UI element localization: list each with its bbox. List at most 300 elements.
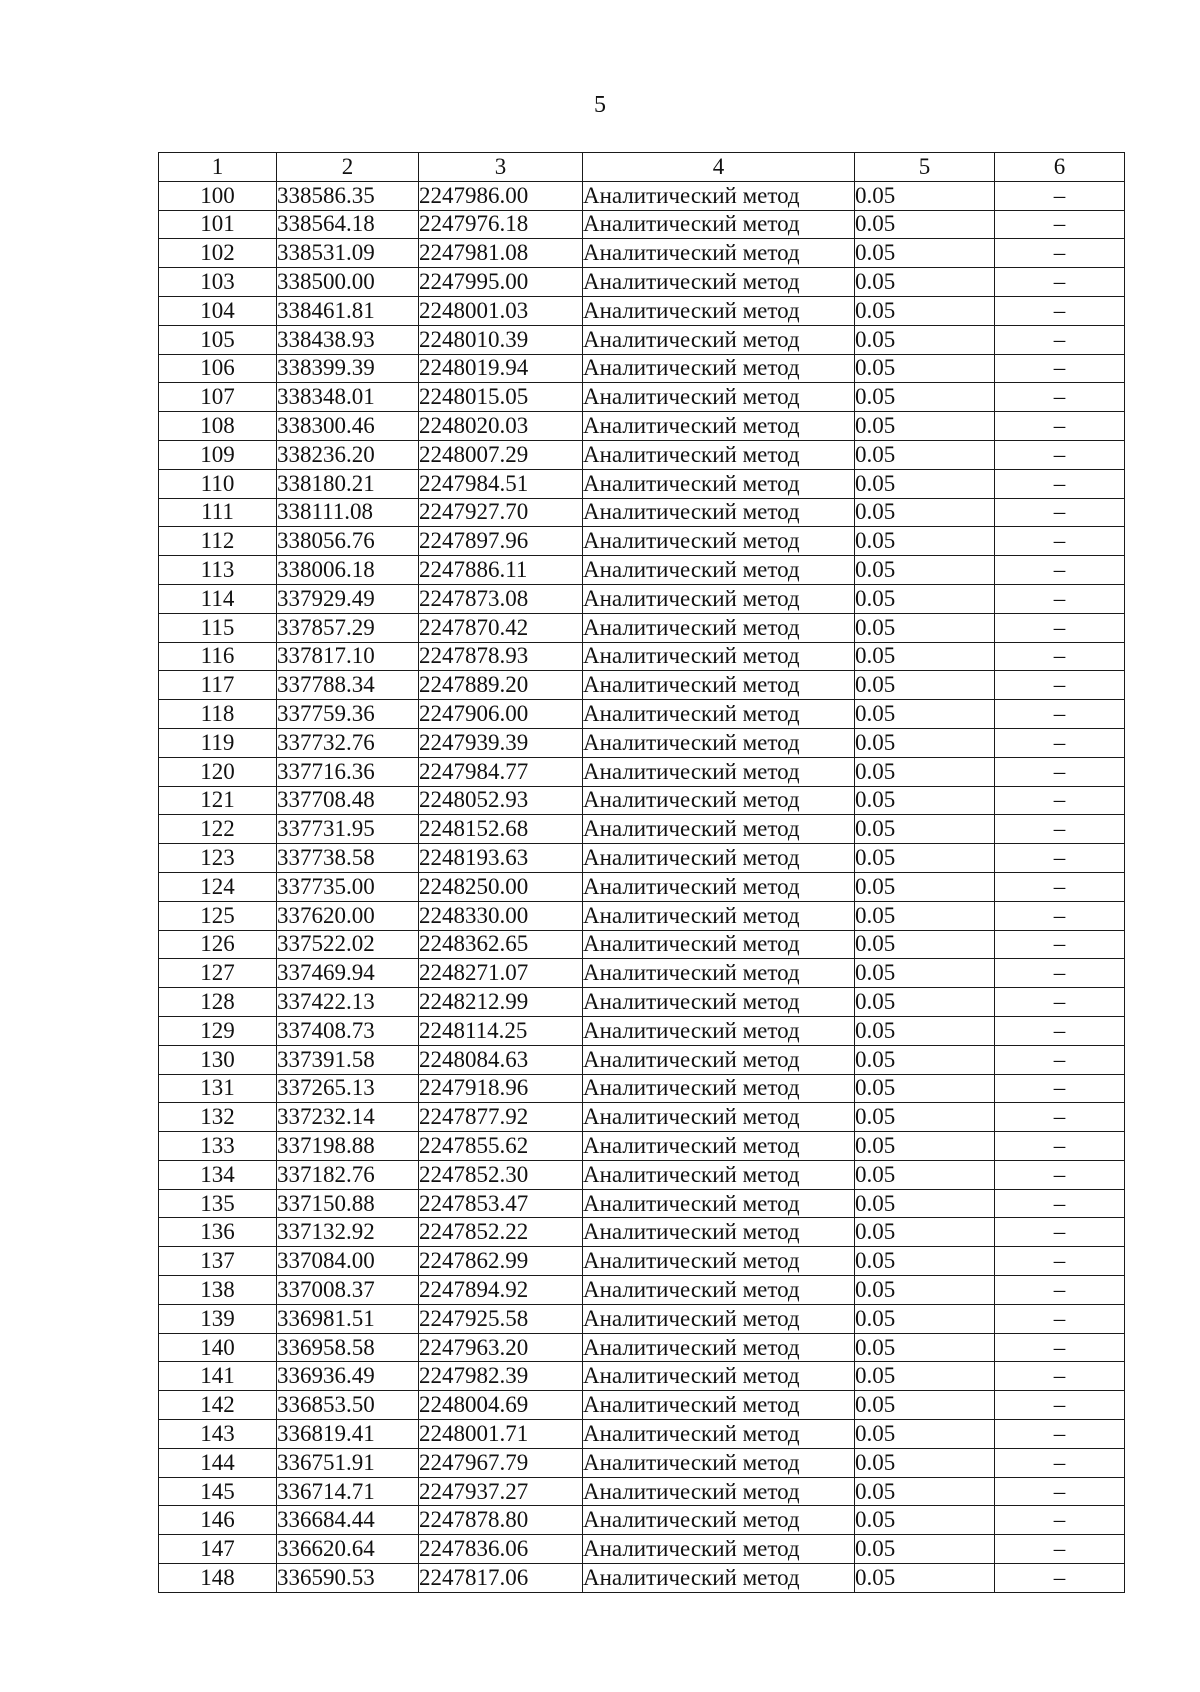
- y-coordinate-cell: 2248019.94: [419, 354, 583, 383]
- method-cell: Аналитический метод: [583, 584, 855, 613]
- y-coordinate-cell: 2247852.30: [419, 1160, 583, 1189]
- accuracy-cell: 0.05: [855, 239, 995, 268]
- point-number-cell: 125: [159, 901, 277, 930]
- accuracy-cell: 0.05: [855, 1333, 995, 1362]
- y-coordinate-cell: 2248114.25: [419, 1016, 583, 1045]
- y-coordinate-cell: 2247877.92: [419, 1103, 583, 1132]
- column-header-4: 4: [583, 153, 855, 182]
- x-coordinate-cell: 338056.76: [277, 527, 419, 556]
- note-cell: –: [995, 872, 1125, 901]
- method-cell: Аналитический метод: [583, 498, 855, 527]
- x-coordinate-cell: 337150.88: [277, 1189, 419, 1218]
- accuracy-cell: 0.05: [855, 383, 995, 412]
- method-cell: Аналитический метод: [583, 1506, 855, 1535]
- accuracy-cell: 0.05: [855, 1218, 995, 1247]
- accuracy-cell: 0.05: [855, 613, 995, 642]
- point-number-cell: 106: [159, 354, 277, 383]
- note-cell: –: [995, 296, 1125, 325]
- x-coordinate-cell: 337708.48: [277, 786, 419, 815]
- table-row: [159, 354, 1125, 383]
- table-row: [159, 1160, 1125, 1189]
- table-row: [159, 1247, 1125, 1276]
- method-cell: Аналитический метод: [583, 412, 855, 441]
- note-cell: –: [995, 1276, 1125, 1305]
- note-cell: –: [995, 1564, 1125, 1593]
- x-coordinate-cell: 337929.49: [277, 584, 419, 613]
- y-coordinate-cell: 2247984.77: [419, 757, 583, 786]
- note-cell: –: [995, 1016, 1125, 1045]
- x-coordinate-cell: 336620.64: [277, 1535, 419, 1564]
- x-coordinate-cell: 337391.58: [277, 1045, 419, 1074]
- method-cell: Аналитический метод: [583, 1420, 855, 1449]
- note-cell: –: [995, 1506, 1125, 1535]
- note-cell: –: [995, 1477, 1125, 1506]
- y-coordinate-cell: 2247855.62: [419, 1132, 583, 1161]
- point-number-cell: 111: [159, 498, 277, 527]
- x-coordinate-cell: 337422.13: [277, 988, 419, 1017]
- table-row: [159, 988, 1125, 1017]
- table-row: [159, 1218, 1125, 1247]
- accuracy-cell: 0.05: [855, 786, 995, 815]
- x-coordinate-cell: 338564.18: [277, 210, 419, 239]
- accuracy-cell: 0.05: [855, 210, 995, 239]
- table-row: [159, 1477, 1125, 1506]
- y-coordinate-cell: 2247853.47: [419, 1189, 583, 1218]
- table-row: [159, 412, 1125, 441]
- y-coordinate-cell: 2248007.29: [419, 440, 583, 469]
- point-number-cell: 147: [159, 1535, 277, 1564]
- method-cell: Аналитический метод: [583, 1535, 855, 1564]
- y-coordinate-cell: 2247918.96: [419, 1074, 583, 1103]
- point-number-cell: 129: [159, 1016, 277, 1045]
- y-coordinate-cell: 2247981.08: [419, 239, 583, 268]
- note-cell: –: [995, 556, 1125, 585]
- table-row: [159, 584, 1125, 613]
- x-coordinate-cell: 337857.29: [277, 613, 419, 642]
- x-coordinate-cell: 337232.14: [277, 1103, 419, 1132]
- note-cell: –: [995, 1391, 1125, 1420]
- method-cell: Аналитический метод: [583, 844, 855, 873]
- point-number-cell: 136: [159, 1218, 277, 1247]
- method-cell: Аналитический метод: [583, 1448, 855, 1477]
- point-number-cell: 101: [159, 210, 277, 239]
- x-coordinate-cell: 336853.50: [277, 1391, 419, 1420]
- method-cell: Аналитический метод: [583, 1247, 855, 1276]
- table-row: [159, 1074, 1125, 1103]
- note-cell: –: [995, 498, 1125, 527]
- note-cell: –: [995, 1247, 1125, 1276]
- table-row: [159, 383, 1125, 412]
- y-coordinate-cell: 2247995.00: [419, 268, 583, 297]
- method-cell: Аналитический метод: [583, 556, 855, 585]
- column-header-5: 5: [855, 153, 995, 182]
- x-coordinate-cell: 336590.53: [277, 1564, 419, 1593]
- x-coordinate-cell: 336958.58: [277, 1333, 419, 1362]
- y-coordinate-cell: 2248015.05: [419, 383, 583, 412]
- table-row: [159, 1535, 1125, 1564]
- table-row: [159, 671, 1125, 700]
- method-cell: Аналитический метод: [583, 1016, 855, 1045]
- accuracy-cell: 0.05: [855, 498, 995, 527]
- accuracy-cell: 0.05: [855, 325, 995, 354]
- table-row: [159, 1391, 1125, 1420]
- method-cell: Аналитический метод: [583, 354, 855, 383]
- note-cell: –: [995, 671, 1125, 700]
- y-coordinate-cell: 2247986.00: [419, 181, 583, 210]
- note-cell: –: [995, 181, 1125, 210]
- point-number-cell: 119: [159, 728, 277, 757]
- x-coordinate-cell: 338236.20: [277, 440, 419, 469]
- accuracy-cell: 0.05: [855, 844, 995, 873]
- y-coordinate-cell: 2247925.58: [419, 1304, 583, 1333]
- table-row: [159, 1420, 1125, 1449]
- x-coordinate-cell: 338006.18: [277, 556, 419, 585]
- y-coordinate-cell: 2247984.51: [419, 469, 583, 498]
- accuracy-cell: 0.05: [855, 440, 995, 469]
- method-cell: Аналитический метод: [583, 1304, 855, 1333]
- point-number-cell: 107: [159, 383, 277, 412]
- note-cell: –: [995, 642, 1125, 671]
- x-coordinate-cell: 337265.13: [277, 1074, 419, 1103]
- accuracy-cell: 0.05: [855, 1103, 995, 1132]
- note-cell: –: [995, 1420, 1125, 1449]
- point-number-cell: 137: [159, 1247, 277, 1276]
- accuracy-cell: 0.05: [855, 1304, 995, 1333]
- table-row: [159, 210, 1125, 239]
- x-coordinate-cell: 337008.37: [277, 1276, 419, 1305]
- note-cell: –: [995, 325, 1125, 354]
- point-number-cell: 102: [159, 239, 277, 268]
- x-coordinate-cell: 338399.39: [277, 354, 419, 383]
- accuracy-cell: 0.05: [855, 815, 995, 844]
- note-cell: –: [995, 210, 1125, 239]
- x-coordinate-cell: 337198.88: [277, 1132, 419, 1161]
- method-cell: Аналитический метод: [583, 440, 855, 469]
- y-coordinate-cell: 2247927.70: [419, 498, 583, 527]
- x-coordinate-cell: 337735.00: [277, 872, 419, 901]
- table-row: [159, 1362, 1125, 1391]
- accuracy-cell: 0.05: [855, 930, 995, 959]
- point-number-cell: 145: [159, 1477, 277, 1506]
- point-number-cell: 135: [159, 1189, 277, 1218]
- method-cell: Аналитический метод: [583, 728, 855, 757]
- y-coordinate-cell: 2247836.06: [419, 1535, 583, 1564]
- accuracy-cell: 0.05: [855, 1016, 995, 1045]
- note-cell: –: [995, 440, 1125, 469]
- table-row: [159, 959, 1125, 988]
- y-coordinate-cell: 2247878.93: [419, 642, 583, 671]
- table-row: [159, 469, 1125, 498]
- table-row: [159, 901, 1125, 930]
- point-number-cell: 132: [159, 1103, 277, 1132]
- y-coordinate-cell: 2248001.71: [419, 1420, 583, 1449]
- y-coordinate-cell: 2248271.07: [419, 959, 583, 988]
- point-number-cell: 113: [159, 556, 277, 585]
- accuracy-cell: 0.05: [855, 584, 995, 613]
- note-cell: –: [995, 239, 1125, 268]
- point-number-cell: 121: [159, 786, 277, 815]
- y-coordinate-cell: 2247982.39: [419, 1362, 583, 1391]
- note-cell: –: [995, 469, 1125, 498]
- method-cell: Аналитический метод: [583, 1218, 855, 1247]
- point-number-cell: 116: [159, 642, 277, 671]
- y-coordinate-cell: 2247878.80: [419, 1506, 583, 1535]
- accuracy-cell: 0.05: [855, 959, 995, 988]
- x-coordinate-cell: 338438.93: [277, 325, 419, 354]
- y-coordinate-cell: 2248052.93: [419, 786, 583, 815]
- table-row: [159, 757, 1125, 786]
- point-number-cell: 146: [159, 1506, 277, 1535]
- method-cell: Аналитический метод: [583, 1045, 855, 1074]
- table-body: [159, 181, 1125, 1592]
- table-row: [159, 296, 1125, 325]
- point-number-cell: 115: [159, 613, 277, 642]
- note-cell: –: [995, 527, 1125, 556]
- point-number-cell: 128: [159, 988, 277, 1017]
- table-row: [159, 556, 1125, 585]
- table-row: [159, 1276, 1125, 1305]
- method-cell: Аналитический метод: [583, 1276, 855, 1305]
- table-row: [159, 527, 1125, 556]
- method-cell: Аналитический метод: [583, 268, 855, 297]
- method-cell: Аналитический метод: [583, 872, 855, 901]
- accuracy-cell: 0.05: [855, 700, 995, 729]
- note-cell: –: [995, 1160, 1125, 1189]
- note-cell: –: [995, 268, 1125, 297]
- point-number-cell: 103: [159, 268, 277, 297]
- point-number-cell: 117: [159, 671, 277, 700]
- accuracy-cell: 0.05: [855, 1391, 995, 1420]
- y-coordinate-cell: 2248004.69: [419, 1391, 583, 1420]
- note-cell: –: [995, 728, 1125, 757]
- accuracy-cell: 0.05: [855, 1535, 995, 1564]
- note-cell: –: [995, 1535, 1125, 1564]
- column-header-3: 3: [419, 153, 583, 182]
- table-row: [159, 1132, 1125, 1161]
- accuracy-cell: 0.05: [855, 988, 995, 1017]
- table-row: [159, 1333, 1125, 1362]
- accuracy-cell: 0.05: [855, 1477, 995, 1506]
- y-coordinate-cell: 2247862.99: [419, 1247, 583, 1276]
- x-coordinate-cell: 337817.10: [277, 642, 419, 671]
- method-cell: Аналитический метод: [583, 1391, 855, 1420]
- y-coordinate-cell: 2247937.27: [419, 1477, 583, 1506]
- x-coordinate-cell: 336751.91: [277, 1448, 419, 1477]
- method-cell: Аналитический метод: [583, 383, 855, 412]
- x-coordinate-cell: 337084.00: [277, 1247, 419, 1276]
- note-cell: –: [995, 1045, 1125, 1074]
- y-coordinate-cell: 2248010.39: [419, 325, 583, 354]
- method-cell: Аналитический метод: [583, 1362, 855, 1391]
- y-coordinate-cell: 2247976.18: [419, 210, 583, 239]
- x-coordinate-cell: 336714.71: [277, 1477, 419, 1506]
- accuracy-cell: 0.05: [855, 671, 995, 700]
- note-cell: –: [995, 1074, 1125, 1103]
- point-number-cell: 122: [159, 815, 277, 844]
- table-row: [159, 700, 1125, 729]
- accuracy-cell: 0.05: [855, 1362, 995, 1391]
- y-coordinate-cell: 2247939.39: [419, 728, 583, 757]
- accuracy-cell: 0.05: [855, 469, 995, 498]
- table-row: [159, 1189, 1125, 1218]
- y-coordinate-cell: 2247894.92: [419, 1276, 583, 1305]
- method-cell: Аналитический метод: [583, 296, 855, 325]
- method-cell: Аналитический метод: [583, 930, 855, 959]
- x-coordinate-cell: 337716.36: [277, 757, 419, 786]
- note-cell: –: [995, 1189, 1125, 1218]
- page-number: 5: [594, 92, 606, 118]
- method-cell: Аналитический метод: [583, 1160, 855, 1189]
- point-number-cell: 127: [159, 959, 277, 988]
- point-number-cell: 105: [159, 325, 277, 354]
- y-coordinate-cell: 2247963.20: [419, 1333, 583, 1362]
- x-coordinate-cell: 338348.01: [277, 383, 419, 412]
- accuracy-cell: 0.05: [855, 354, 995, 383]
- y-coordinate-cell: 2248250.00: [419, 872, 583, 901]
- accuracy-cell: 0.05: [855, 901, 995, 930]
- table-row: [159, 1103, 1125, 1132]
- y-coordinate-cell: 2247873.08: [419, 584, 583, 613]
- accuracy-cell: 0.05: [855, 728, 995, 757]
- accuracy-cell: 0.05: [855, 296, 995, 325]
- y-coordinate-cell: 2248362.65: [419, 930, 583, 959]
- note-cell: –: [995, 1304, 1125, 1333]
- point-number-cell: 142: [159, 1391, 277, 1420]
- x-coordinate-cell: 337469.94: [277, 959, 419, 988]
- y-coordinate-cell: 2248212.99: [419, 988, 583, 1017]
- point-number-cell: 108: [159, 412, 277, 441]
- note-cell: –: [995, 1333, 1125, 1362]
- table-row: [159, 1564, 1125, 1593]
- method-cell: Аналитический метод: [583, 642, 855, 671]
- accuracy-cell: 0.05: [855, 1420, 995, 1449]
- table-row: [159, 440, 1125, 469]
- note-cell: –: [995, 930, 1125, 959]
- note-cell: –: [995, 1362, 1125, 1391]
- note-cell: –: [995, 613, 1125, 642]
- y-coordinate-cell: 2247870.42: [419, 613, 583, 642]
- table-row: [159, 1304, 1125, 1333]
- x-coordinate-cell: 337620.00: [277, 901, 419, 930]
- method-cell: Аналитический метод: [583, 239, 855, 268]
- x-coordinate-cell: 337408.73: [277, 1016, 419, 1045]
- note-cell: –: [995, 786, 1125, 815]
- table-row: [159, 268, 1125, 297]
- note-cell: –: [995, 815, 1125, 844]
- method-cell: Аналитический метод: [583, 1333, 855, 1362]
- y-coordinate-cell: 2247817.06: [419, 1564, 583, 1593]
- y-coordinate-cell: 2248152.68: [419, 815, 583, 844]
- y-coordinate-cell: 2248084.63: [419, 1045, 583, 1074]
- point-number-cell: 110: [159, 469, 277, 498]
- accuracy-cell: 0.05: [855, 1160, 995, 1189]
- x-coordinate-cell: 338111.08: [277, 498, 419, 527]
- x-coordinate-cell: 336819.41: [277, 1420, 419, 1449]
- point-number-cell: 124: [159, 872, 277, 901]
- x-coordinate-cell: 338461.81: [277, 296, 419, 325]
- method-cell: Аналитический метод: [583, 1132, 855, 1161]
- table-row: [159, 930, 1125, 959]
- note-cell: –: [995, 757, 1125, 786]
- method-cell: Аналитический метод: [583, 1564, 855, 1593]
- x-coordinate-cell: 337522.02: [277, 930, 419, 959]
- column-header-2: 2: [277, 153, 419, 182]
- point-number-cell: 138: [159, 1276, 277, 1305]
- note-cell: –: [995, 959, 1125, 988]
- note-cell: –: [995, 700, 1125, 729]
- accuracy-cell: 0.05: [855, 1448, 995, 1477]
- x-coordinate-cell: 336936.49: [277, 1362, 419, 1391]
- method-cell: Аналитический метод: [583, 671, 855, 700]
- table-row: [159, 786, 1125, 815]
- table-row: [159, 239, 1125, 268]
- x-coordinate-cell: 336684.44: [277, 1506, 419, 1535]
- point-number-cell: 104: [159, 296, 277, 325]
- x-coordinate-cell: 338180.21: [277, 469, 419, 498]
- point-number-cell: 100: [159, 181, 277, 210]
- note-cell: –: [995, 1218, 1125, 1247]
- y-coordinate-cell: 2247897.96: [419, 527, 583, 556]
- method-cell: Аналитический метод: [583, 959, 855, 988]
- accuracy-cell: 0.05: [855, 757, 995, 786]
- table-row: [159, 1506, 1125, 1535]
- method-cell: Аналитический метод: [583, 815, 855, 844]
- accuracy-cell: 0.05: [855, 181, 995, 210]
- point-number-cell: 131: [159, 1074, 277, 1103]
- method-cell: Аналитический метод: [583, 1477, 855, 1506]
- x-coordinate-cell: 338586.35: [277, 181, 419, 210]
- point-number-cell: 109: [159, 440, 277, 469]
- x-coordinate-cell: 336981.51: [277, 1304, 419, 1333]
- y-coordinate-cell: 2247852.22: [419, 1218, 583, 1247]
- method-cell: Аналитический метод: [583, 1189, 855, 1218]
- note-cell: –: [995, 383, 1125, 412]
- point-number-cell: 134: [159, 1160, 277, 1189]
- method-cell: Аналитический метод: [583, 210, 855, 239]
- x-coordinate-cell: 337731.95: [277, 815, 419, 844]
- point-number-cell: 126: [159, 930, 277, 959]
- note-cell: –: [995, 1132, 1125, 1161]
- point-number-cell: 148: [159, 1564, 277, 1593]
- x-coordinate-cell: 337759.36: [277, 700, 419, 729]
- accuracy-cell: 0.05: [855, 1506, 995, 1535]
- note-cell: –: [995, 584, 1125, 613]
- y-coordinate-cell: 2248020.03: [419, 412, 583, 441]
- accuracy-cell: 0.05: [855, 268, 995, 297]
- y-coordinate-cell: 2247906.00: [419, 700, 583, 729]
- accuracy-cell: 0.05: [855, 1189, 995, 1218]
- note-cell: –: [995, 1103, 1125, 1132]
- y-coordinate-cell: 2248330.00: [419, 901, 583, 930]
- accuracy-cell: 0.05: [855, 1074, 995, 1103]
- table-row: [159, 1045, 1125, 1074]
- method-cell: Аналитический метод: [583, 181, 855, 210]
- method-cell: Аналитический метод: [583, 901, 855, 930]
- table-row: [159, 181, 1125, 210]
- point-number-cell: 123: [159, 844, 277, 873]
- note-cell: –: [995, 354, 1125, 383]
- y-coordinate-cell: 2247886.11: [419, 556, 583, 585]
- method-cell: Аналитический метод: [583, 527, 855, 556]
- accuracy-cell: 0.05: [855, 412, 995, 441]
- table-row: [159, 872, 1125, 901]
- accuracy-cell: 0.05: [855, 642, 995, 671]
- point-number-cell: 144: [159, 1448, 277, 1477]
- table-row: [159, 325, 1125, 354]
- x-coordinate-cell: 337132.92: [277, 1218, 419, 1247]
- accuracy-cell: 0.05: [855, 1045, 995, 1074]
- y-coordinate-cell: 2247889.20: [419, 671, 583, 700]
